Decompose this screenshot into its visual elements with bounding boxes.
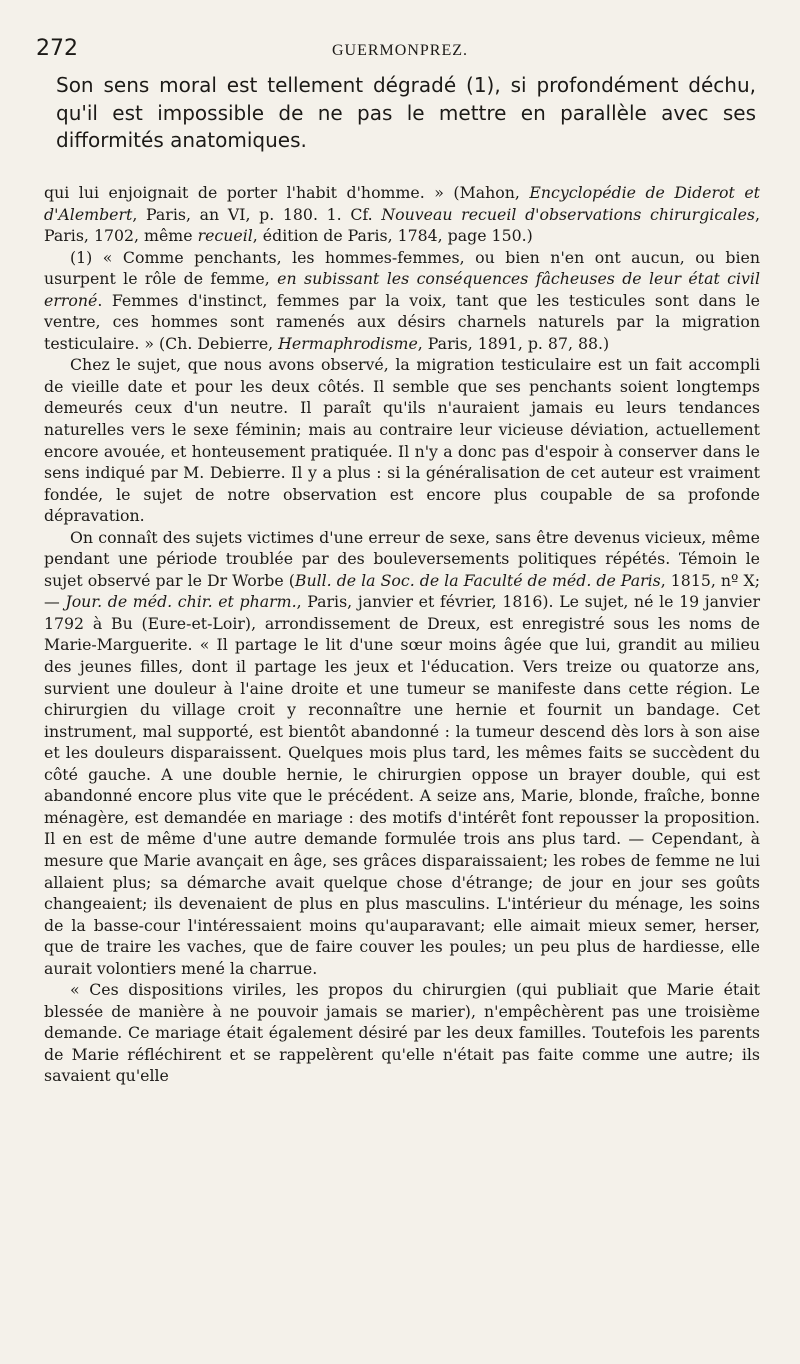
main-paragraph: Son sens moral est tellement dégradé (1), si profondément déchu, qu'il est impossible de ne pas le mettre en parallèle avec ses difformités anatomiques. [56, 73, 756, 152]
italic-phrase: en subissant les conséquences fâcheuses de leur état civil erroné [44, 269, 760, 310]
footnote-paragraph: « Ces dispositions viriles, les propos du chirurgien (qui publiait que Marie était blessée de manière à ne pouvoir jamais se marier), n'empêchèrent pas une troisième demande. Ce mariage était également désiré par les deux familles. Toutefois les parents de Marie réfléchirent et se rappelèrent qu'elle n'était pas faite comme une autre; ils savaient qu'elle [44, 980, 760, 1086]
footnote-1 [44, 247, 760, 355]
running-head: GUERMONPREZ. [331, 42, 468, 59]
text-run: , Paris, an VI, p. 180. 1. Cf. [132, 204, 382, 224]
italic-title: recueil [197, 226, 253, 246]
text-run: qui lui enjoignait de porter l'habit d'homme. » (Mahon, [44, 183, 530, 202]
footnote-continuation [44, 182, 760, 247]
italic-title: Nouveau recueil d'observations chirurgicales [381, 204, 755, 224]
text-run: On connaît des sujets victimes d'une erreur de sexe, sans être devenus vicieux, même pendant une période troublée par des bouleversements politiques répétés. Témoin le sujet observé par le Dr Worbe ( [44, 527, 760, 590]
italic-title: Encyclopédie de Diderot et d'Alembert [44, 183, 760, 224]
page-header [36, 36, 764, 66]
italic-title: Jour. de méd. chir. et pharm. [65, 592, 297, 612]
text-run: . Femmes d'instinct, femmes par la voix, tant que les testicules sont dans le ventre, ces hommes sont ramenés aux désirs charnels naturels par la migration testiculaire. » (Ch. Debierre, [44, 290, 760, 353]
text-run: , édition de Paris, 1784, page 150.) [252, 226, 533, 246]
text-run: , Paris, 1702, même [44, 204, 761, 246]
text-run: , Paris, 1891, p. 87, 88.) [417, 333, 610, 353]
footnote-paragraph: Chez le sujet, que nous avons observé, la migration testiculaire est un fait accompli de vieille date et pour les deux côtés. Il semble que ses penchants soient longtemps demeurés ceux d'un neutre. Il paraît qu'ils n'auraient jamais eu leurs tendances naturelles vers le sexe féminin; mais au contraire leur vicieuse déviation, actuellement encore avouée, et honteusement pratiquée. Il n'y a donc pas d'espoir à conserver dans le sens indiqué par M. Debierre. Il y a plus : si la généralisation de cet auteur est vraiment fondée, le sujet de notre observation est encore plus coupable de sa profonde dépravation. [44, 355, 760, 526]
text-run: , 1815, nº X; — [44, 570, 760, 612]
text-run: , Paris, janvier et février, 1816). Le sujet, né le 19 janvier 1792 à Bu (Eure-et-Loir), arrondissement de Dreux, est enregistré sous les noms de Marie-Marguerite. « Il partage le lit d'une sœur moins âgée que lui, grandit au milieu des jeunes filles, dont il partage les jeux et l'éducation. Vers treize ou quatorze ans, survient une douleur à l'aine droite et une tumeur se manifeste dans cette région. Le chirurgien du village croit y reconnaître une hernie et fournit un bandage. Cet instrument, mal supporté, est bientôt abandonné : la tumeur descend dès lors à son aise et les douleurs disparaissent. Quelques mois plus tard, les mêmes faits se succèdent du côté gauche. A une double hernie, le chirurgien oppose un brayer double, qui est abandonné encore plus vite que le précédent. A seize ans, Marie, blonde, fraîche, bonne ménagère, est demandée en mariage : des motifs d'intérêt font repousser la proposition. Il en est de même d'une autre demande formulée trois ans plus tard. — Cependant, à mesure que Marie avançait en âge, ses grâces disparaissaient; les robes de femme ne lui allaient plus; sa démarche avait quelque chose d'étrange; de jour en jour ses goûts changeaient; ils devenaient de plus en plus masculins. L'intérieur du ménage, les soins de la basse-cour l'intéressaient moins qu'auparavant; elle aimait mieux semer, herser, que de traire les vaches, que de faire couver les poules; un peu plus de hardiesse, elle aurait volontiers mené la charrue. [44, 592, 760, 978]
page-number: 272 [36, 36, 78, 61]
italic-title: Bull. de la Soc. de la Faculté de méd. de Paris [294, 570, 661, 590]
footnote-paragraph [44, 527, 760, 979]
footnote-block [44, 182, 760, 1087]
italic-title: Hermaphrodisme [278, 333, 418, 353]
text-run: (1) « Comme penchants, les hommes-femmes, ou bien n'en ont aucun, ou bien usurpent le rôle de femme, [44, 247, 760, 289]
